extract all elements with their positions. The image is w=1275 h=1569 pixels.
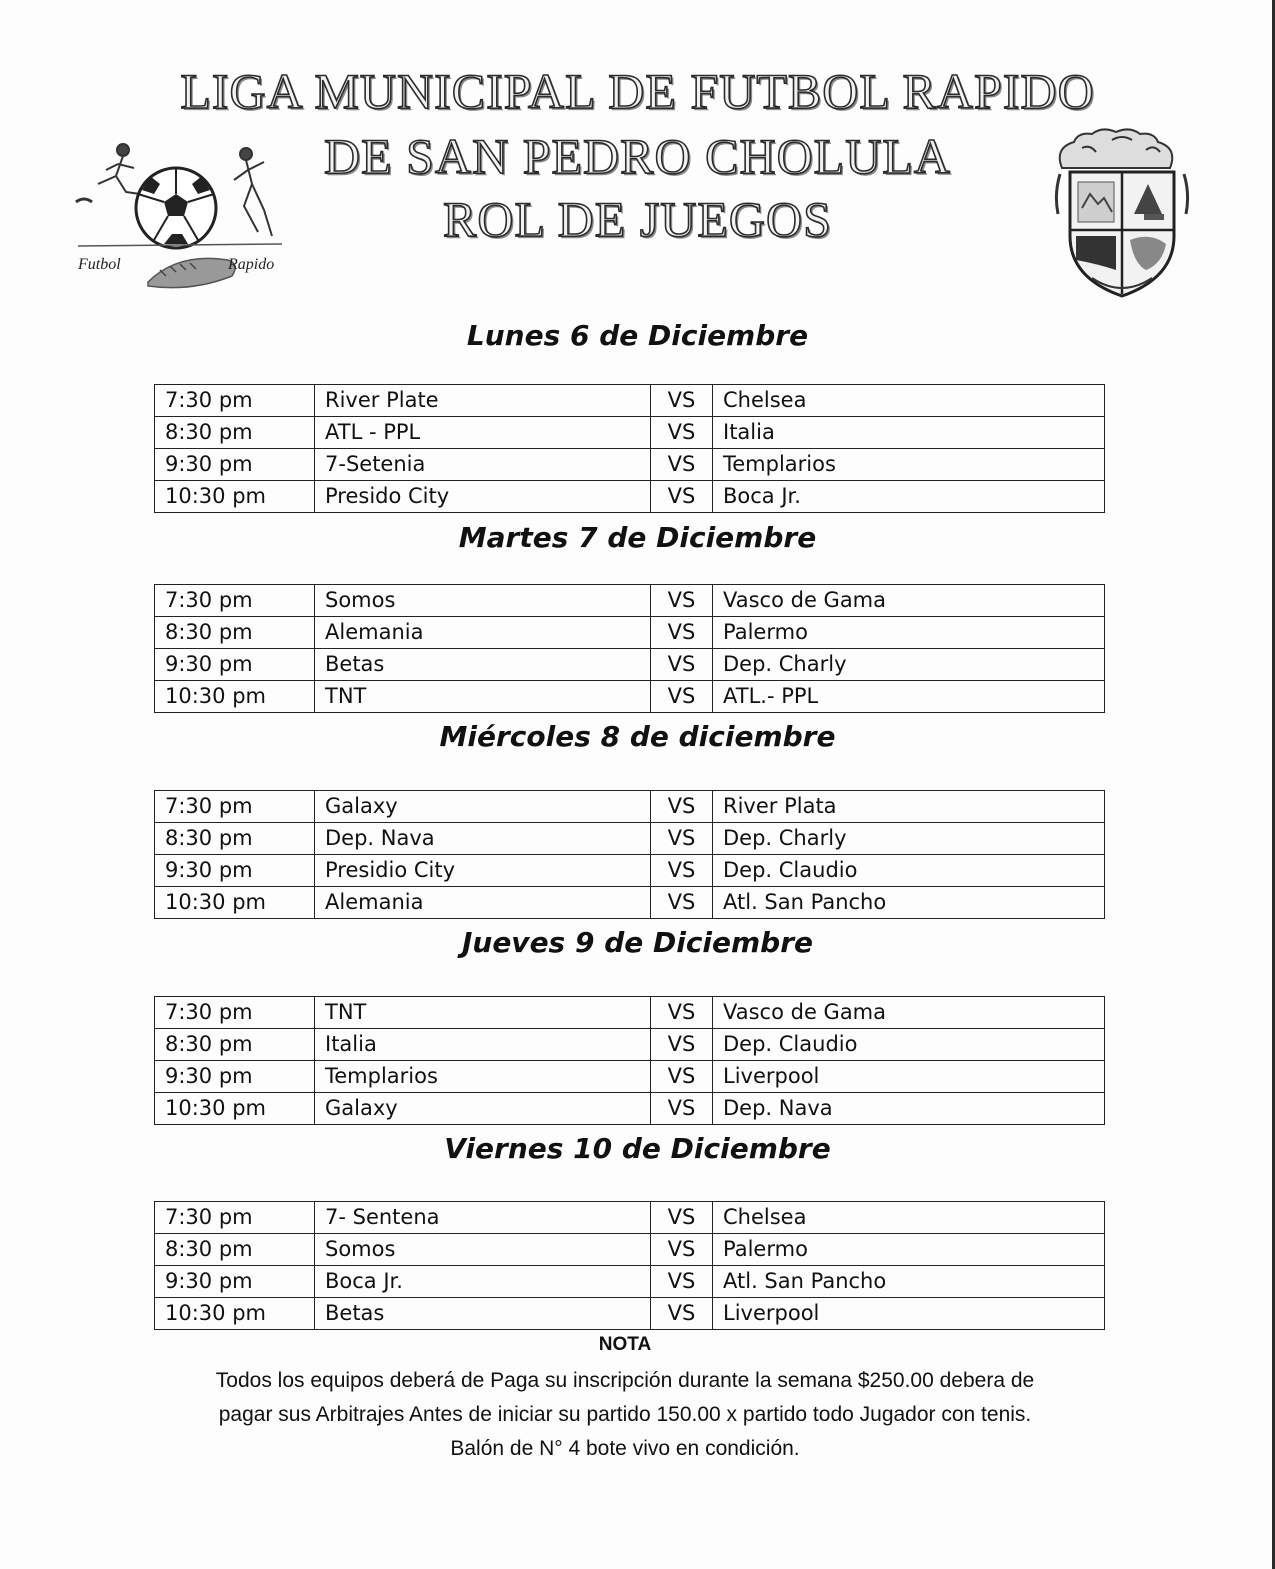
- home-team: ATL - PPL: [315, 417, 651, 449]
- away-team: Chelsea: [713, 385, 1105, 417]
- table-row: [155, 887, 1105, 919]
- table-row: [155, 1029, 1105, 1061]
- game-time: 7:30 pm: [155, 1202, 315, 1234]
- home-team: Dep. Nava: [315, 823, 651, 855]
- home-team: Betas: [315, 649, 651, 681]
- home-team: Templarios: [315, 1061, 651, 1093]
- home-team: Boca Jr.: [315, 1266, 651, 1298]
- home-team: Italia: [315, 1029, 651, 1061]
- home-team: Somos: [315, 585, 651, 617]
- versus-label: VS: [651, 417, 713, 449]
- versus-label: VS: [651, 1298, 713, 1330]
- away-team: Dep. Nava: [713, 1093, 1105, 1125]
- game-time: 8:30 pm: [155, 1029, 315, 1061]
- table-row: [155, 617, 1105, 649]
- home-team: 7- Sentena: [315, 1202, 651, 1234]
- versus-label: VS: [651, 887, 713, 919]
- game-time: 7:30 pm: [155, 997, 315, 1029]
- day-title-viernes: Viernes 10 de Diciembre: [444, 1132, 831, 1165]
- versus-label: VS: [651, 1234, 713, 1266]
- nota-body: [160, 1364, 1090, 1466]
- away-team: Dep. Charly: [713, 823, 1105, 855]
- game-time: 9:30 pm: [155, 855, 315, 887]
- table-row: [155, 997, 1105, 1029]
- game-time: 9:30 pm: [155, 1266, 315, 1298]
- schedule-title: ROL DE JUEGOS: [443, 191, 832, 247]
- game-time: 8:30 pm: [155, 823, 315, 855]
- game-time: 7:30 pm: [155, 791, 315, 823]
- game-time: 7:30 pm: [155, 585, 315, 617]
- table-row: [155, 1061, 1105, 1093]
- day-title-lunes: Lunes 6 de Diciembre: [466, 319, 809, 352]
- nota-line: Balón de N° 4 bote vivo en condición.: [450, 1437, 800, 1460]
- home-team: 7-Setenia: [315, 449, 651, 481]
- versus-label: VS: [651, 649, 713, 681]
- versus-label: VS: [651, 681, 713, 713]
- versus-label: VS: [651, 1093, 713, 1125]
- table-row: [155, 449, 1105, 481]
- table-row: [155, 1202, 1105, 1234]
- away-team: Vasco de Gama: [713, 585, 1105, 617]
- versus-label: VS: [651, 449, 713, 481]
- away-team: Liverpool: [713, 1298, 1105, 1330]
- municipal-crest: [1052, 128, 1192, 304]
- game-time: 9:30 pm: [155, 1061, 315, 1093]
- day-title-miercoles: Miércoles 8 de diciembre: [439, 720, 836, 753]
- game-time: 10:30 pm: [155, 887, 315, 919]
- home-team: Presido City: [315, 481, 651, 513]
- table-row: [155, 1266, 1105, 1298]
- table-row: [155, 681, 1105, 713]
- away-team: Palermo: [713, 617, 1105, 649]
- away-team: Vasco de Gama: [713, 997, 1105, 1029]
- versus-label: VS: [651, 1061, 713, 1093]
- schedule-table-viernes: [154, 1201, 1105, 1330]
- away-team: Palermo: [713, 1234, 1105, 1266]
- away-team: Chelsea: [713, 1202, 1105, 1234]
- game-time: 8:30 pm: [155, 417, 315, 449]
- game-time: 10:30 pm: [155, 1093, 315, 1125]
- away-team: Liverpool: [713, 1061, 1105, 1093]
- home-team: Alemania: [315, 887, 651, 919]
- table-row: [155, 417, 1105, 449]
- soccer-ball-icon: [68, 132, 290, 300]
- game-time: 10:30 pm: [155, 681, 315, 713]
- table-row: [155, 791, 1105, 823]
- home-team: Alemania: [315, 617, 651, 649]
- coat-of-arms-icon: [1052, 128, 1192, 304]
- logo-word-futbol: Futbol: [78, 256, 121, 273]
- nota-line: Todos los equipos deberá de Paga su inscripción durante la semana $250.00 debera de: [215, 1369, 1035, 1392]
- game-time: 10:30 pm: [155, 1298, 315, 1330]
- versus-label: VS: [651, 481, 713, 513]
- schedule-table-lunes: [154, 384, 1105, 513]
- versus-label: VS: [651, 1266, 713, 1298]
- versus-label: VS: [651, 997, 713, 1029]
- versus-label: VS: [651, 617, 713, 649]
- league-subtitle: DE SAN PEDRO CHOLULA: [324, 128, 951, 184]
- versus-label: VS: [651, 855, 713, 887]
- game-time: 7:30 pm: [155, 385, 315, 417]
- home-team: Galaxy: [315, 791, 651, 823]
- table-row: [155, 1234, 1105, 1266]
- away-team: Atl. San Pancho: [713, 887, 1105, 919]
- away-team: Templarios: [713, 449, 1105, 481]
- nota-line: pagar sus Arbitrajes Antes de iniciar su partido 150.00 x partido todo Jugador con tenis.: [218, 1403, 1032, 1426]
- league-title: LIGA MUNICIPAL DE FUTBOL RAPIDO: [180, 63, 1095, 119]
- day-title-jueves: Jueves 9 de Diciembre: [461, 926, 814, 959]
- home-team: Somos: [315, 1234, 651, 1266]
- home-team: TNT: [315, 681, 651, 713]
- versus-label: VS: [651, 1202, 713, 1234]
- versus-label: VS: [651, 791, 713, 823]
- away-team: Italia: [713, 417, 1105, 449]
- home-team: Betas: [315, 1298, 651, 1330]
- away-team: Boca Jr.: [713, 481, 1105, 513]
- table-row: [155, 1298, 1105, 1330]
- versus-label: VS: [651, 585, 713, 617]
- schedule-table-martes: [154, 584, 1105, 713]
- table-row: [155, 1093, 1105, 1125]
- game-time: 10:30 pm: [155, 481, 315, 513]
- day-title-martes: Martes 7 de Diciembre: [458, 521, 817, 554]
- schedule-table-jueves: [154, 996, 1105, 1125]
- table-row: [155, 855, 1105, 887]
- table-row: [155, 385, 1105, 417]
- away-team: Dep. Claudio: [713, 1029, 1105, 1061]
- table-row: [155, 585, 1105, 617]
- game-time: 9:30 pm: [155, 449, 315, 481]
- away-team: ATL.- PPL: [713, 681, 1105, 713]
- table-row: [155, 823, 1105, 855]
- versus-label: VS: [651, 823, 713, 855]
- game-time: 8:30 pm: [155, 617, 315, 649]
- home-team: Galaxy: [315, 1093, 651, 1125]
- away-team: Dep. Claudio: [713, 855, 1105, 887]
- home-team: Presidio City: [315, 855, 651, 887]
- futbol-rapido-logo: [68, 132, 290, 300]
- versus-label: VS: [651, 385, 713, 417]
- away-team: Atl. San Pancho: [713, 1266, 1105, 1298]
- away-team: River Plata: [713, 791, 1105, 823]
- nota-heading: NOTA: [598, 1334, 652, 1355]
- game-time: 9:30 pm: [155, 649, 315, 681]
- game-time: 8:30 pm: [155, 1234, 315, 1266]
- schedule-table-miercoles: [154, 790, 1105, 919]
- logo-word-rapido: Rapido: [228, 256, 275, 273]
- versus-label: VS: [651, 1029, 713, 1061]
- table-row: [155, 649, 1105, 681]
- home-team: TNT: [315, 997, 651, 1029]
- home-team: River Plate: [315, 385, 651, 417]
- table-row: [155, 481, 1105, 513]
- away-team: Dep. Charly: [713, 649, 1105, 681]
